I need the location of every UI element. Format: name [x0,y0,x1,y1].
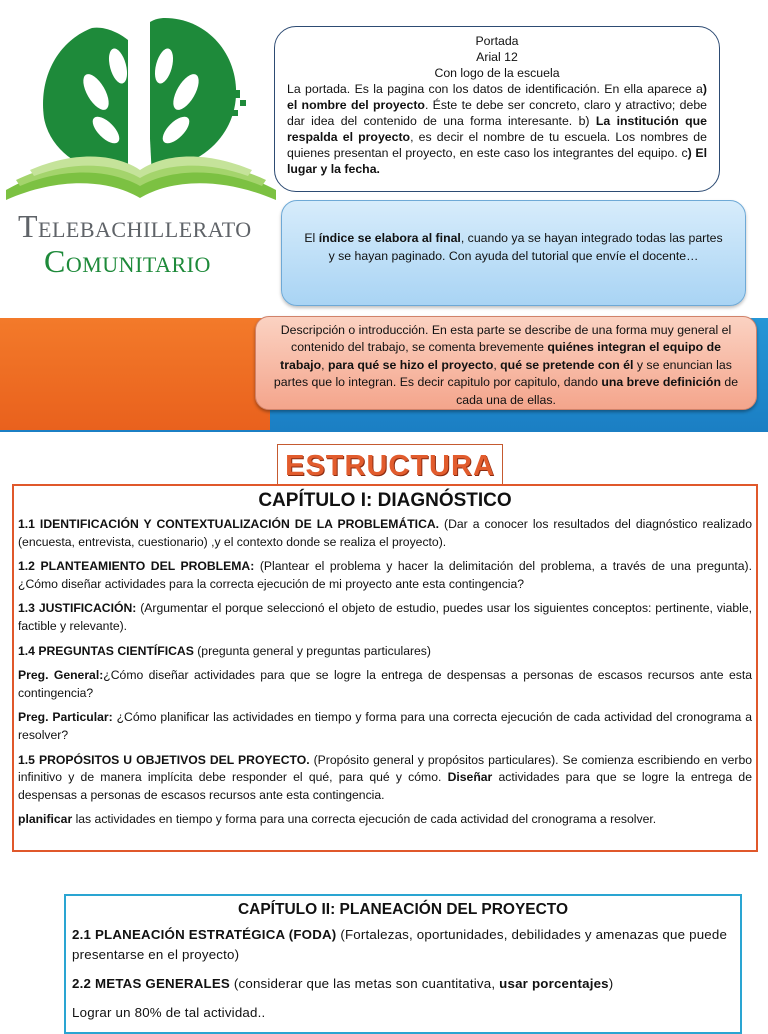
text-run: (considerar que las metas son cuantitativa, [229,976,500,991]
bold-run: 2.2 METAS GENERALES [72,976,230,991]
section-1-3 [18,600,752,635]
bold-run: quiénes integran el equipo de trabajo [280,340,721,372]
bold-run: ) El lugar y la fecha. [287,146,707,176]
text-run: El [304,231,319,245]
bold-run: 1.1 IDENTIFICACIÓN Y CONTEXTUALIZACIÓN DE LA PROBLEMÁTICA. [18,517,440,531]
section-1-2 [18,558,752,593]
section-2-1 [72,925,734,965]
portada-body [287,81,707,177]
bold-run: usar porcentajes [499,976,609,991]
section-1-4 [18,643,752,661]
text-run: La portada. Es la pagina con los datos de identificación. En ella aparece a [287,82,703,96]
bold-run: qué se pretende con él [500,357,634,372]
text-run: de cada una de ellas. [456,375,739,407]
bold-run: una breve definición [601,375,721,390]
descripcion-callout [255,316,757,410]
bold-run: Preg. Particular: [18,710,113,725]
section-1-5 [18,752,752,805]
goal-example: Lograr un 80% de tal actividad.. [72,1005,266,1020]
bold-run: índice se elabora al final [318,231,461,245]
portada-font: Arial 12 [476,50,518,64]
text-run: las actividades en tiempo y forma para una correcta ejecución de cada actividad del cronograma a resolver. [72,812,657,827]
chapter-2-title: CAPÍTULO II: PLANEACIÓN DEL PROYECTO [237,901,569,918]
bold-run: 2.1 PLANEACIÓN ESTRATÉGICA (FODA) [72,927,337,942]
bold-run: ) el nombre del proyecto [287,82,707,112]
text-run: ) [608,976,614,991]
text-run: (Dar a conocer los resultados del diagnóstico realizado (encuesta, entrevista, cuestionario) ,y el contexto donde se realiza el proyecto). [18,517,752,549]
bold-run: Diseñar [447,770,493,785]
section-2-2 [72,974,734,994]
portada-logo-note: Con logo de la escuela [434,66,560,80]
text-run: . Éste te debe ser concreto, claro y atractivo; debe dar idea del contenido de una forma interesante. b) [287,98,708,128]
general-question [18,667,752,702]
brand-name-line1: Telebachillerato [18,208,252,244]
text-run: (Argumentar el porque seleccionó el objeto de estudio, puedes usar los siguientes conceptos: pertinente, viable, factible y relevante). [18,601,752,633]
section-1-5-particular [18,811,752,829]
text-run: , [493,357,501,372]
bold-run: La institución que respalda el proyecto [287,114,707,144]
blue-divider [0,430,768,432]
bold-run: 1.2 PLANTEAMIENTO DEL PROBLEMA: [18,559,255,574]
bold-run: 1.4 PREGUNTAS CIENTÍFICAS [18,643,194,658]
text-run: (Fortalezas, oportunidades, debilidades y amenazas que puede presentarse en el proyecto) [72,927,728,962]
text-run: , cuando ya se hayan integrado todas las partes y se hayan paginado. Con ayuda del tutorial que envíe el docente… [328,231,723,263]
text-run: , es decir el nombre de tu escuela. Los nombres de quienes presentan el proyecto, en este caso los integrantes del equipo. c [287,130,707,160]
orange-band [0,318,270,430]
bold-run: Preg. General: [18,668,104,683]
portada-callout [274,26,720,192]
text-run: ¿Cómo planificar las actividades en tiempo y forma para una correcta ejecución de cada actividad del cronograma a resolver? [18,710,752,742]
brand-name-line2: Comunitario [44,243,211,279]
text-run: Descripción o introducción. En esta parte se describe de una forma muy general el contenido del trabajo, se comenta brevemente [280,323,732,355]
bold-run: planificar [18,812,73,827]
section-1-1 [18,516,752,551]
text-run: ¿Cómo diseñar actividades para que se logre la entrega de despensas a personas de escasos recursos ante esta contingencia? [18,668,752,700]
bold-run: para qué se hizo el proyecto [327,357,494,372]
portada-title: Portada [475,34,519,48]
chapter-1-box [12,484,758,852]
chapter-2-box [64,894,742,1034]
text-run: actividades para que se logre la entrega de despensas a personas de escasos recursos ante esta contingencia. [18,770,752,802]
bold-run: 1.5 PROPÓSITOS U OBJETIVOS DEL PROYECTO. [18,752,310,767]
text-run: (Plantear el problema y hacer la delimitación del problema, a través de una pregunta). ¿Cómo diseñar actividades para la correcta ejecución de mi proyecto ante esta contingencia? [18,559,752,591]
bold-run: 1.3 JUSTIFICACIÓN: [18,601,137,616]
text-run: , [321,357,328,372]
indice-callout [281,200,746,306]
text-run: (Propósito general y propósitos particulares). Se comienza escribiendo en verbo infinitivo y de manera implícita debe responder el qué, para qué y cómo. [18,752,752,785]
estructura-heading: ESTRUCTURA [277,444,503,488]
particular-question [18,709,752,744]
text-run: y se enuncian las partes que lo integran. Es decir capitulo por capitulo, dando [273,357,732,390]
chapter-1-title: CAPÍTULO I: DIAGNÓSTICO [258,490,512,511]
text-run: (pregunta general y preguntas particulares) [193,643,431,658]
